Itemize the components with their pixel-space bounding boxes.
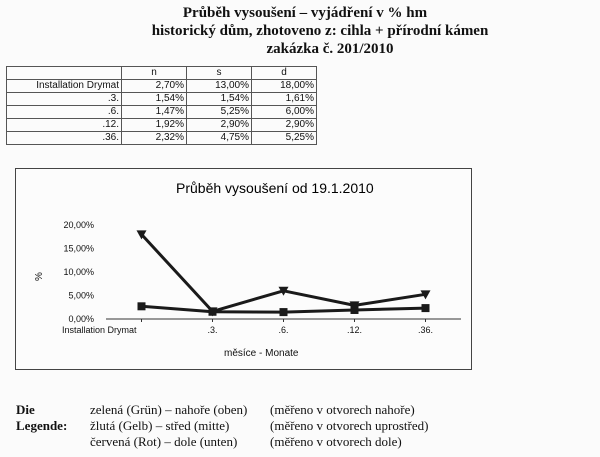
- table-cell: .36.: [7, 132, 122, 145]
- y-tick-label: 0,00%: [68, 314, 94, 324]
- legend-item-desc: (měřeno v otvorech dole): [270, 434, 402, 449]
- y-tick-label: 20,00%: [63, 220, 94, 230]
- table-cell: 5,25%: [187, 106, 252, 119]
- legend-lead: Die Legende:: [16, 402, 68, 433]
- table-cell: .6.: [7, 106, 122, 119]
- x-tick-label: Installation Drymat: [62, 325, 137, 335]
- title-line-2: historický dům, zhotoveno z: cihla + přírodní kámen: [151, 23, 489, 39]
- table-header-cell: d: [252, 67, 317, 80]
- y-tick-label: 5,00%: [68, 290, 94, 301]
- document-title: [0, 4, 600, 58]
- x-tick-label: .36.: [417, 325, 434, 335]
- x-tick-group: [62, 319, 433, 335]
- series-line-d: [142, 234, 426, 311]
- table-header-cell: n: [122, 67, 187, 80]
- title-line-3: zakázka č. 201/2010: [266, 41, 394, 57]
- y-tick-group: [63, 220, 94, 324]
- table-row: [7, 106, 317, 119]
- table-cell: .3.: [7, 93, 122, 106]
- table-header-cell: [7, 67, 122, 80]
- table-cell: 1,54%: [122, 93, 187, 106]
- table-row: [7, 132, 317, 145]
- table-cell: 1,61%: [252, 93, 317, 106]
- table-row: [7, 93, 317, 106]
- table-cell: 18,00%: [252, 80, 317, 93]
- data-point-n: [422, 304, 430, 312]
- legend-item-label: červená (Rot) – dole (unten): [90, 434, 238, 449]
- drying-chart: [16, 169, 471, 369]
- table-header-cell: s: [187, 67, 252, 80]
- measurement-table: [6, 66, 317, 145]
- title-line-1: Průběh vysoušení – vyjádření v % hm: [182, 5, 428, 21]
- x-axis-label: měsíce - Monate: [224, 348, 299, 359]
- table-cell: 5,25%: [252, 132, 317, 145]
- table-cell: 2,32%: [122, 132, 187, 145]
- table-cell: 2,90%: [187, 119, 252, 132]
- table-cell: 1,54%: [187, 93, 252, 106]
- table-cell: Installation Drymat: [7, 80, 122, 93]
- y-axis-label: %: [34, 272, 45, 281]
- x-tick-label: .3.: [207, 325, 218, 335]
- table-cell: 1,92%: [122, 119, 187, 132]
- x-tick-label: .12.: [346, 325, 363, 335]
- table-cell: 1,47%: [122, 106, 187, 119]
- legend-item-label: žlutá (Gelb) – střed (mitte): [90, 418, 230, 433]
- legend-item-desc: (měřeno v otvorech nahoře): [270, 402, 415, 417]
- y-tick-label: 10,00%: [63, 267, 94, 277]
- chart-title: Průběh vysoušení od 19.1.2010: [176, 180, 374, 196]
- data-point-n: [138, 302, 146, 310]
- legend-item-label: zelená (Grün) – nahoře (oben): [90, 402, 248, 417]
- table-cell: 13,00%: [187, 80, 252, 93]
- table-cell: 4,75%: [187, 132, 252, 145]
- y-tick-label: 15,00%: [63, 243, 94, 254]
- table-cell: 2,70%: [122, 80, 187, 93]
- table-cell: 6,00%: [252, 106, 317, 119]
- table-row: [7, 80, 317, 93]
- data-point-n: [351, 306, 359, 314]
- x-tick-label: .6.: [278, 325, 289, 335]
- data-point-n: [280, 308, 288, 316]
- table-cell: .12.: [7, 119, 122, 132]
- legend-item-desc: (měřeno v otvorech uprostřed): [270, 418, 429, 433]
- chart-frame: [15, 168, 472, 370]
- table-cell: 2,90%: [252, 119, 317, 132]
- table-row: [7, 119, 317, 132]
- table-header-row: [7, 67, 317, 80]
- series-group: [137, 230, 431, 316]
- data-point-n: [209, 308, 217, 316]
